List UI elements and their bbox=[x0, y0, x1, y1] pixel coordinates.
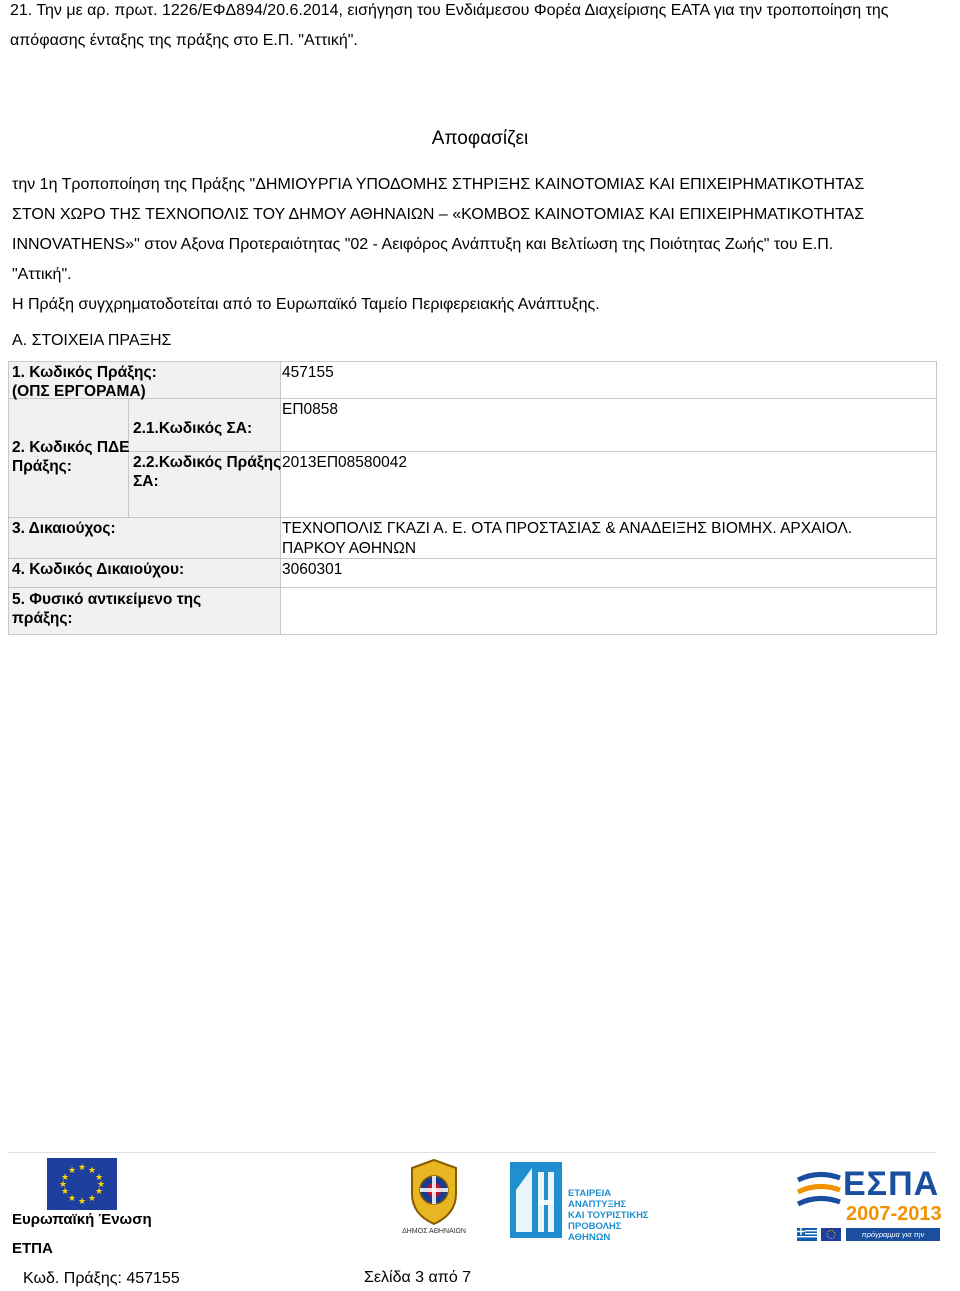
row2-1-value: ΕΠ0858 bbox=[282, 401, 339, 418]
footer-project-code: Κωδ. Πράξης: 457155 bbox=[23, 1270, 180, 1287]
athens-agency-text: ΕΤΑΙΡΕΙΑ ΑΝΑΠΤΥΞΗΣ ΚΑΙ ΤΟΥΡΙΣΤΙΚΗΣ ΠΡΟΒΟΛΗΣ ΑΘΗΝΩΝ bbox=[568, 1188, 649, 1243]
row5-label-2: πράξης: bbox=[12, 610, 73, 627]
header-line-2: απόφασης ένταξης της πράξης στο Ε.Π. "Αττική". bbox=[10, 32, 358, 49]
athens-agency-logo-icon bbox=[508, 1160, 564, 1240]
decision-line-1: την 1η Τροποποίηση της Πράξης "ΔΗΜΙΟΥΡΓΙΑ ΥΠΟΔΟΜΗΣ ΣΤΗΡΙΞΗΣ ΚΑΙΝΟΤΟΜΙΑΣ ΚΑΙ ΕΠΙΧΕΙΡΗΜΑΤΙΚΟΤΗΤΑΣ bbox=[12, 176, 865, 193]
espa-years: 2007-2013 bbox=[846, 1203, 942, 1225]
athens-municipality-logo-icon bbox=[404, 1158, 464, 1230]
greek-eu-flags-icon bbox=[797, 1226, 843, 1242]
decision-line-2: ΣΤΟΝ ΧΩΡΟ ΤΗΣ ΤΕΧΝΟΠΟΛΙΣ ΤΟΥ ΔΗΜΟΥ ΑΘΗΝΑΙΩΝ – «ΚΟΜΒΟΣ ΚΑΙΝΟΤΟΜΙΑΣ ΚΑΙ ΕΠΙΧΕΙΡΗΜΑΤΙΚΟΤΗΤΑΣ bbox=[12, 206, 865, 223]
row1-label-1: 1. Κωδικός Πράξης: bbox=[12, 364, 157, 381]
decision-heading: Αποφασίζει bbox=[431, 128, 529, 149]
eu-flag-icon: ★ ★ ★ ★ ★ ★ ★ ★ ★ ★ ★ ★ bbox=[47, 1158, 117, 1210]
row-divider-2 bbox=[8, 517, 937, 518]
erdf-label: ΕΤΠΑ bbox=[12, 1240, 53, 1257]
row2-2-value: 2013ΕΠ08580042 bbox=[282, 454, 407, 471]
header-line-1: 21. Την με αρ. πρωτ. 1226/ΕΦΔ894/20.6.2014, εισήγηση του Ενδιάμεσου Φορέα Διαχείρισης ΕΑΤΑ για την τροποποίηση της bbox=[10, 2, 889, 19]
row4-value: 3060301 bbox=[282, 561, 343, 578]
row2-label-2: Πράξης: bbox=[12, 458, 72, 475]
row-divider-2-sub bbox=[128, 451, 937, 452]
row2-label-1: 2. Κωδικός ΠΔΕ bbox=[12, 439, 130, 456]
row1-label-2: (ΟΠΣ ΕΡΓΟΡΑΜΑ) bbox=[12, 383, 146, 400]
row2-2-label-1: 2.2.Κωδικός Πράξης bbox=[133, 454, 282, 471]
espa-logo-text: ΕΣΠΑ bbox=[843, 1165, 940, 1203]
decision-line-4: "Αττική". bbox=[12, 266, 72, 283]
row4-label: 4. Κωδικός Δικαιούχου: bbox=[12, 561, 185, 578]
row3-value-2: ΠΑΡΚΟΥ ΑΘΗΝΩΝ bbox=[282, 540, 417, 557]
row-divider-3 bbox=[8, 558, 937, 559]
espa-swoosh-icon bbox=[796, 1170, 842, 1214]
row2-2-label-2: ΣΑ: bbox=[133, 473, 159, 490]
row1-value: 457155 bbox=[282, 364, 334, 381]
page-number: Σελίδα 3 από 7 bbox=[364, 1269, 472, 1286]
athens-municipality-label: ΔΗΜΟΣ ΑΘΗΝΑΙΩΝ bbox=[402, 1228, 466, 1235]
footer-separator bbox=[8, 1152, 936, 1153]
row5-label-1: 5. Φυσικό αντικείμενο της bbox=[12, 591, 202, 608]
row2-1-label: 2.1.Κωδικός ΣΑ: bbox=[133, 420, 253, 437]
section-a-title: Α. ΣΤΟΙΧΕΙΑ ΠΡΑΞΗΣ bbox=[12, 332, 172, 349]
decision-line-3: INNOVATHENS»" στον Αξονα Προτεραιότητας "02 - Αειφόρος Ανάπτυξη και Βελτίωση της Ποιότητας Ζωής" του Ε.Π. bbox=[12, 236, 834, 253]
row3-value-1: ΤΕΧΝΟΠΟΛΙΣ ΓΚΑΖΙ Α. Ε. ΟΤΑ ΠΡΟΣΤΑΣΙΑΣ & ΑΝΑΔΕΙΞΗΣ ΒΙΟΜΗΧ. ΑΡΧΑΙΟΛ. bbox=[282, 520, 853, 537]
column-divider-sub bbox=[128, 398, 129, 518]
espa-tagline: πρόγραμμα για την ανάπτυξη bbox=[846, 1228, 940, 1241]
row-divider-1 bbox=[8, 398, 937, 399]
column-divider-main bbox=[280, 361, 281, 635]
eu-label: Ευρωπαϊκή Ένωση bbox=[12, 1211, 152, 1228]
row3-label: 3. Δικαιούχος: bbox=[12, 520, 116, 537]
decision-line-5: Η Πράξη συγχρηματοδοτείται από το Ευρωπαϊκό Ταμείο Περιφερειακής Ανάπτυξης. bbox=[12, 296, 600, 313]
row-divider-4 bbox=[8, 587, 937, 588]
